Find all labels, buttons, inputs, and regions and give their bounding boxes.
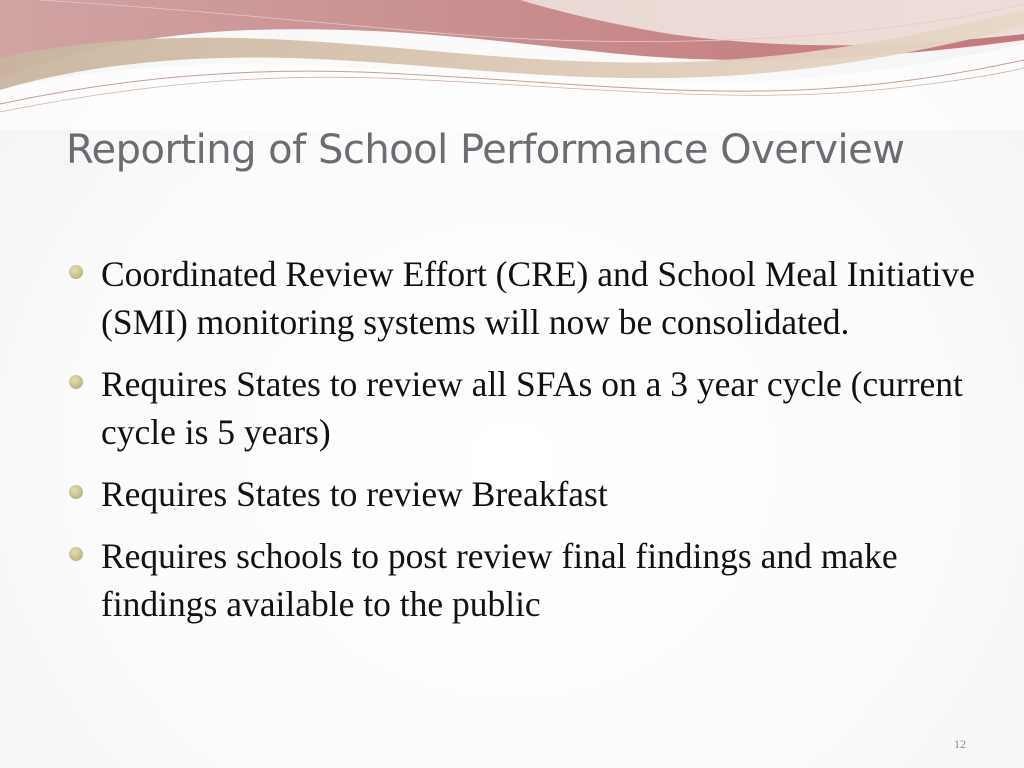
- bullet-dot-icon: [69, 485, 83, 499]
- bullet-text: Requires States to review all SFAs on a 3 year cycle (current cycle is 5 years): [101, 364, 963, 452]
- bullet-dot-icon: [69, 547, 83, 561]
- bullet-item: [66, 250, 976, 346]
- slide-title: Reporting of School Performance Overview: [66, 127, 905, 173]
- bullet-dot-icon: [69, 375, 83, 389]
- bullet-text: Coordinated Review Effort (CRE) and School Meal Initiative (SMI) monitoring systems will now be consolidated.: [101, 254, 975, 342]
- bullet-list: [66, 250, 976, 642]
- page-number: 12: [954, 737, 966, 751]
- bullet-item: [66, 470, 976, 518]
- bullet-item: [66, 360, 976, 456]
- bullet-text: Requires schools to post review final findings and make findings available to the public: [101, 536, 898, 624]
- bullet-item: [66, 532, 976, 628]
- bullet-dot-icon: [69, 265, 83, 279]
- header-swoosh-decoration: [0, 0, 1024, 130]
- bullet-text: Requires States to review Breakfast: [101, 474, 608, 514]
